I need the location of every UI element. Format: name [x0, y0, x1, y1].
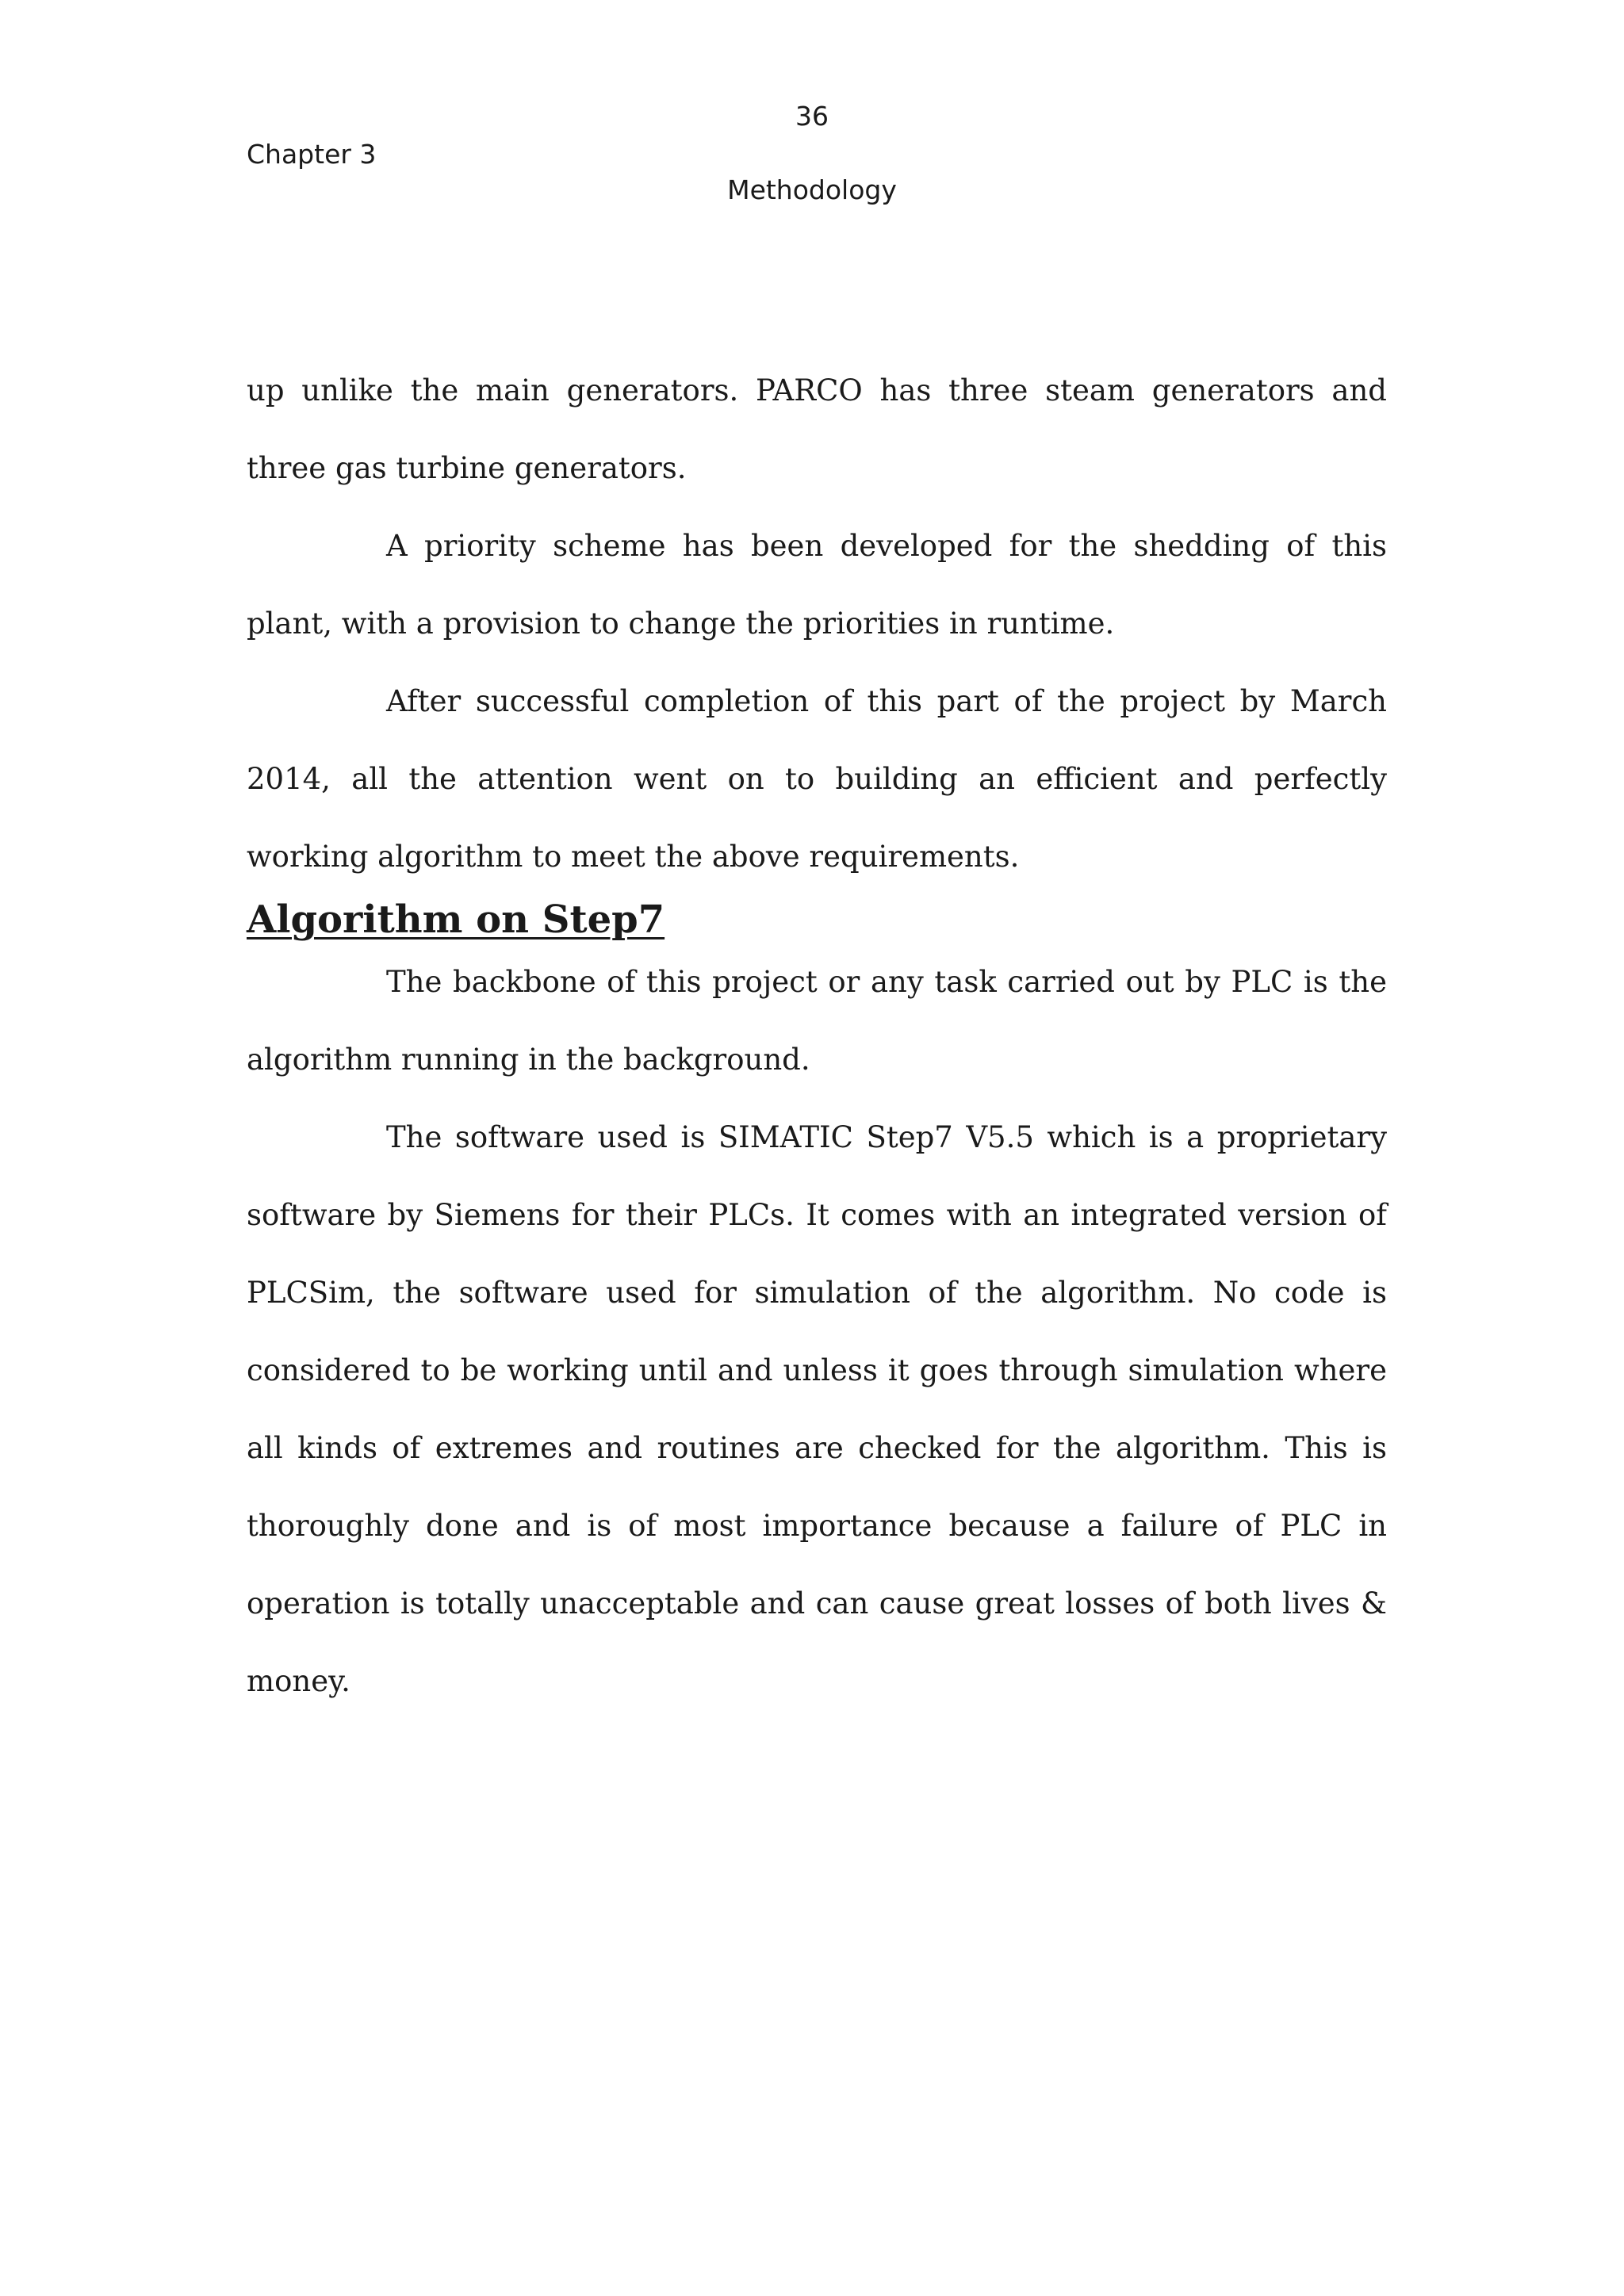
paragraph-completion: After successful completion of this part of the project by March 2014, all the attention went on to building an efficient and perfectly working algorithm to meet the above requirements. [247, 684, 1387, 874]
page-body [247, 352, 1387, 1720]
running-header-section: Methodology [727, 174, 897, 205]
running-header-chapter: Chapter 3 [247, 139, 377, 170]
page-number: 36 [795, 101, 829, 132]
paragraph-software: The software used is SIMATIC Step7 V5.5 which is a proprietary software by Siemens for their PLCs. It comes with an integrated version of PLCSim, the software used for simulation of the algorithm. No code is considered to be working until and unless it goes through simulation where all kinds of extremes and routines are checked for the algorithm. This is thoroughly done and is of most importance because a failure of PLC in operation is totally unacceptable and can cause great losses of both lives & money. [247, 1120, 1387, 1698]
paragraph-backbone: The backbone of this project or any task carried out by PLC is the algorithm running in the background. [247, 965, 1387, 1077]
section-heading: Algorithm on Step7 [247, 897, 665, 942]
paragraph-priority-scheme: A priority scheme has been developed for the shedding of this plant, with a provision to change the priorities in runtime. [247, 529, 1387, 641]
paragraph-continuation: up unlike the main generators. PARCO has three steam generators and three gas turbine generators. [247, 373, 1387, 485]
